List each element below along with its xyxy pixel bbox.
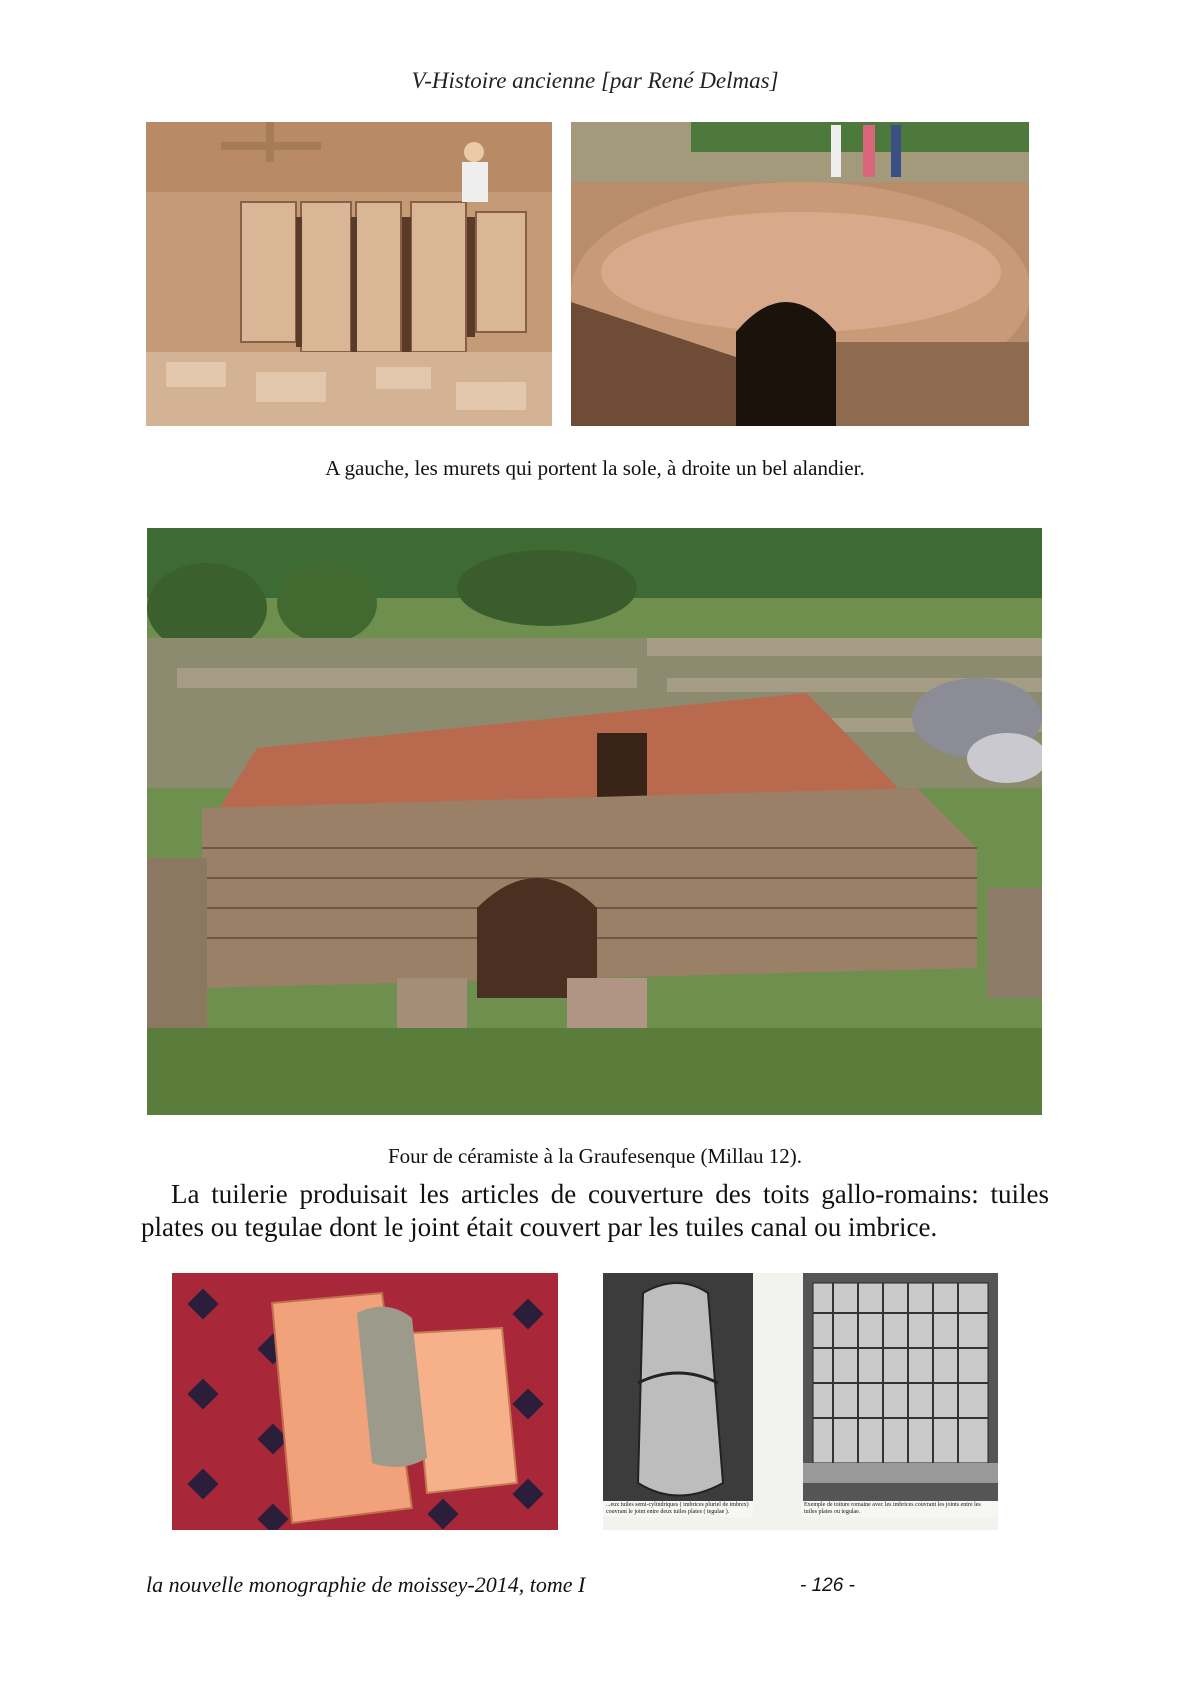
top-caption: A gauche, les murets qui portent la sole, à droite un bel alandier.: [325, 456, 865, 480]
middle-caption: Four de céramiste à la Graufesenque (Millau 12).: [387, 1144, 802, 1168]
graufesenque-kiln-photo: [147, 528, 1042, 1115]
tiles-photo: [172, 1273, 558, 1530]
body-paragraph: [141, 1178, 1049, 1244]
page-number: - 126 -: [800, 1575, 855, 1596]
imbrices-caption-right: Exemple de toiture romaine avec les imbrices couvrant les joints entre les tuiles plates ou tegulae.: [801, 1501, 998, 1517]
body-paragraph-text: La tuilerie produisait les articles de couverture des toits gallo-romains: tuiles plates ou tegulae dont le joint était couvert par les tuiles canal ou imbrice.: [141, 1179, 1049, 1242]
footer-title: la nouvelle monographie de moissey-2014, tome I: [146, 1572, 586, 1597]
page-header: V-Histoire ancienne [par René Delmas]: [411, 68, 779, 93]
imbrices-caption-left: ...eux tuiles semi-cylindriques ( imbrices pluriel de imbrex) couvrant le joint entre deux tuiles plates ( tegulae ).: [603, 1501, 753, 1517]
imbrices-drawing: [603, 1273, 998, 1530]
kiln-walls-photo: [146, 122, 552, 426]
alandier-photo: [571, 122, 1029, 426]
